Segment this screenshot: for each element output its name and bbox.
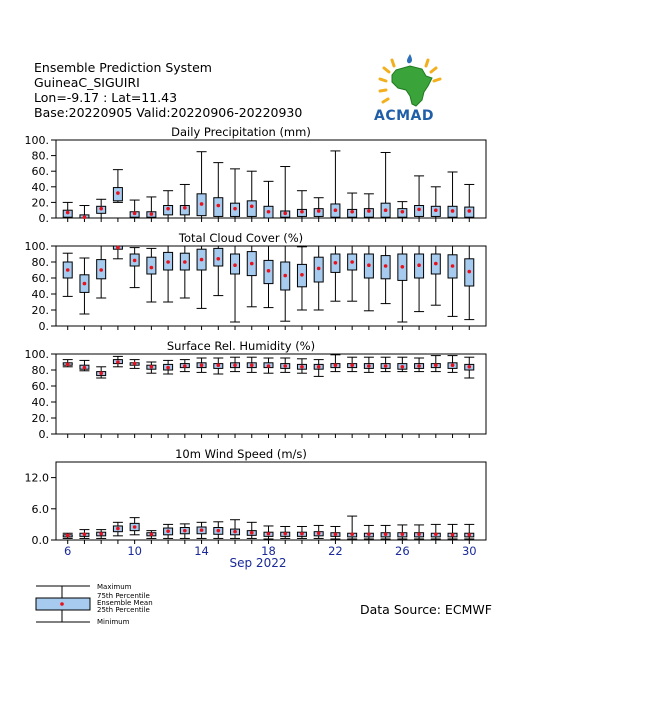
y-tick-label: 6.0 bbox=[31, 502, 49, 516]
ensemble-mean-marker bbox=[384, 264, 388, 268]
ensemble-mean-marker bbox=[233, 207, 237, 211]
ensemble-mean-marker bbox=[467, 533, 471, 537]
ensemble-mean-marker bbox=[367, 263, 371, 267]
y-tick-label: 80. bbox=[31, 256, 49, 269]
ensemble-mean-marker bbox=[334, 261, 338, 265]
ensemble-mean-marker bbox=[116, 527, 120, 531]
ensemble-mean-marker bbox=[434, 262, 438, 266]
panel-title: 10m Wind Speed (m/s) bbox=[175, 447, 307, 461]
panel-title: Daily Precipitation (mm) bbox=[171, 125, 311, 139]
ensemble-mean-marker bbox=[233, 363, 237, 367]
ensemble-mean-marker bbox=[267, 269, 271, 273]
ensemble-mean-marker bbox=[350, 210, 354, 214]
ensemble-mean-marker bbox=[417, 208, 421, 212]
y-tick-label: 100. bbox=[24, 134, 49, 147]
ensemble-mean-marker bbox=[417, 532, 421, 536]
ensemble-mean-marker bbox=[99, 207, 103, 211]
ensemble-mean-marker bbox=[434, 363, 438, 367]
ensemble-mean-marker bbox=[283, 212, 287, 216]
ensemble-mean-marker bbox=[334, 532, 338, 536]
ensemble-mean-marker bbox=[434, 532, 438, 536]
ensemble-mean-marker bbox=[417, 263, 421, 267]
ensemble-mean-marker bbox=[66, 211, 70, 215]
ensemble-mean-marker bbox=[166, 529, 170, 533]
legend-minimum-label: Minimum bbox=[97, 618, 130, 626]
ensemble-mean-marker bbox=[216, 363, 220, 367]
ensemble-mean-marker bbox=[116, 360, 120, 364]
ensemble-mean-marker bbox=[233, 263, 237, 267]
legend-p25-label: 25th Percentile bbox=[97, 606, 150, 614]
ensemble-mean-marker bbox=[166, 260, 170, 264]
ensemble-mean-marker bbox=[401, 210, 405, 214]
ensemble-mean-marker bbox=[300, 210, 304, 214]
y-tick-label: 80. bbox=[31, 149, 49, 163]
ensemble-mean-marker bbox=[66, 534, 70, 538]
y-tick-label: 80. bbox=[31, 364, 49, 377]
ensemble-mean-marker bbox=[451, 533, 455, 537]
ensemble-mean-marker bbox=[350, 532, 354, 536]
ensemble-mean-marker bbox=[216, 257, 220, 261]
ensemble-mean-marker bbox=[451, 363, 455, 367]
ensemble-mean-marker bbox=[116, 246, 120, 250]
x-tick-label: 6 bbox=[64, 544, 72, 558]
ensemble-mean-marker bbox=[401, 265, 405, 269]
ensemble-mean-marker bbox=[367, 532, 371, 536]
ensemble-mean-marker bbox=[166, 366, 170, 370]
ensemble-mean-marker bbox=[467, 365, 471, 369]
legend-mean-label: Ensemble Mean bbox=[97, 599, 153, 607]
x-tick-label: 18 bbox=[261, 544, 276, 558]
ensemble-mean-marker bbox=[334, 363, 338, 367]
y-tick-label: 0. bbox=[38, 320, 49, 333]
y-tick-label: 20. bbox=[31, 412, 49, 425]
ensemble-mean-marker bbox=[384, 532, 388, 536]
ensemble-mean-marker bbox=[451, 264, 455, 268]
x-tick-label: 22 bbox=[328, 544, 343, 558]
data-source: Data Source: ECMWF bbox=[360, 602, 492, 617]
ensemble-mean-marker bbox=[267, 532, 271, 536]
y-tick-label: 40. bbox=[31, 180, 49, 194]
ensemble-mean-marker bbox=[99, 268, 103, 272]
panel-title: Total Cloud Cover (%) bbox=[178, 231, 304, 245]
ensemble-mean-marker bbox=[150, 532, 154, 536]
y-tick-label: 60. bbox=[31, 380, 49, 393]
ensemble-mean-marker bbox=[334, 208, 338, 212]
acmad-logo-text: ACMAD bbox=[374, 108, 434, 124]
y-tick-label: 0.0 bbox=[31, 534, 49, 547]
ensemble-mean-marker bbox=[384, 208, 388, 212]
y-tick-label: 100. bbox=[24, 348, 49, 361]
ensemble-mean-marker bbox=[300, 273, 304, 277]
ensemble-mean-marker bbox=[467, 209, 471, 213]
ensemble-mean-marker bbox=[434, 208, 438, 212]
ensemble-mean-marker bbox=[99, 532, 103, 536]
ensemble-mean-marker bbox=[200, 258, 204, 262]
ensemble-mean-marker bbox=[317, 267, 321, 271]
ensemble-mean-marker bbox=[150, 266, 154, 270]
ensemble-mean-marker bbox=[384, 364, 388, 368]
y-tick-label: 20. bbox=[31, 304, 49, 317]
ensemble-mean-marker bbox=[317, 209, 321, 213]
y-tick-label: 20. bbox=[31, 196, 49, 210]
ensemble-mean-marker bbox=[250, 262, 254, 266]
ensemble-mean-marker bbox=[166, 207, 170, 211]
x-tick-label: 30 bbox=[461, 544, 477, 558]
legend-p75-label: 75th Percentile bbox=[97, 592, 150, 600]
ensemble-mean-marker bbox=[99, 371, 103, 375]
y-tick-label: 40. bbox=[31, 396, 49, 409]
iqr-box bbox=[247, 201, 256, 217]
ensemble-mean-marker bbox=[66, 268, 70, 272]
ensemble-mean-marker bbox=[317, 531, 321, 535]
ensemble-mean-marker bbox=[467, 270, 471, 274]
ensemble-mean-marker bbox=[200, 528, 204, 532]
ensemble-mean-marker bbox=[133, 212, 137, 216]
ensemble-mean-marker bbox=[200, 202, 204, 206]
ensemble-mean-marker bbox=[367, 364, 371, 368]
ensemble-mean-marker bbox=[267, 210, 271, 214]
ensemble-mean-marker bbox=[133, 362, 137, 366]
system-title: Ensemble Prediction System bbox=[34, 60, 212, 75]
legend-mean-marker bbox=[60, 602, 64, 606]
y-tick-label: 60. bbox=[31, 272, 49, 285]
iqr-box bbox=[147, 257, 156, 274]
y-tick-label: 0. bbox=[38, 428, 49, 441]
ensemble-mean-marker bbox=[200, 363, 204, 367]
ensemble-mean-marker bbox=[183, 260, 187, 264]
ensemble-mean-marker bbox=[267, 364, 271, 368]
ensemble-mean-marker bbox=[83, 532, 87, 536]
ensemble-mean-marker bbox=[216, 529, 220, 533]
y-tick-label: 60. bbox=[31, 165, 49, 179]
y-tick-label: 0. bbox=[38, 212, 49, 225]
ensemble-mean-marker bbox=[401, 532, 405, 536]
ensemble-mean-marker bbox=[300, 365, 304, 369]
ensemble-mean-marker bbox=[183, 364, 187, 368]
ensemble-mean-marker bbox=[116, 191, 120, 195]
x-tick-label: 26 bbox=[395, 544, 410, 558]
x-tick-label: 14 bbox=[194, 544, 209, 558]
ensemble-mean-marker bbox=[350, 363, 354, 367]
legend-maximum-label: Maximum bbox=[97, 583, 132, 591]
ensemble-mean-marker bbox=[66, 363, 70, 367]
ensemble-mean-marker bbox=[83, 215, 87, 219]
ensemble-mean-marker bbox=[417, 364, 421, 368]
ensemble-mean-marker bbox=[367, 209, 371, 213]
ensemble-mean-marker bbox=[250, 531, 254, 535]
base-valid-dates: Base:20220905 Valid:20220906-20220930 bbox=[34, 105, 303, 120]
ensemble-mean-marker bbox=[216, 204, 220, 208]
y-tick-label: 12.0 bbox=[24, 471, 49, 485]
ensemble-mean-marker bbox=[150, 212, 154, 216]
station-coordinates: Lon=-9.17 : Lat=11.43 bbox=[34, 90, 178, 105]
ensemble-mean-marker bbox=[250, 363, 254, 367]
ensemble-mean-marker bbox=[233, 530, 237, 534]
x-tick-label: 10 bbox=[127, 544, 142, 558]
ensemble-mean-marker bbox=[250, 205, 254, 209]
ensemble-mean-marker bbox=[350, 260, 354, 264]
ensemble-mean-marker bbox=[283, 532, 287, 536]
y-tick-label: 100. bbox=[24, 240, 49, 253]
ensemble-mean-marker bbox=[83, 366, 87, 370]
panel-title: Surface Rel. Humidity (%) bbox=[166, 339, 316, 353]
ensemble-mean-marker bbox=[133, 259, 137, 263]
ensemble-mean-marker bbox=[83, 282, 87, 286]
ensemble-mean-marker bbox=[283, 274, 287, 278]
ensemble-mean-marker bbox=[283, 364, 287, 368]
x-axis-month-label: Sep 2022 bbox=[229, 556, 287, 570]
ensemble-mean-marker bbox=[451, 209, 455, 213]
station-name: GuineaC_SIGUIRI bbox=[34, 75, 140, 90]
ensemble-mean-marker bbox=[183, 529, 187, 533]
ensemble-mean-marker bbox=[133, 525, 137, 529]
ensemble-mean-marker bbox=[150, 365, 154, 369]
ensemble-mean-marker bbox=[300, 532, 304, 536]
ensemble-mean-marker bbox=[401, 365, 405, 369]
ensemble-mean-marker bbox=[183, 206, 187, 210]
ensemble-mean-marker bbox=[317, 365, 321, 369]
y-tick-label: 40. bbox=[31, 288, 49, 301]
